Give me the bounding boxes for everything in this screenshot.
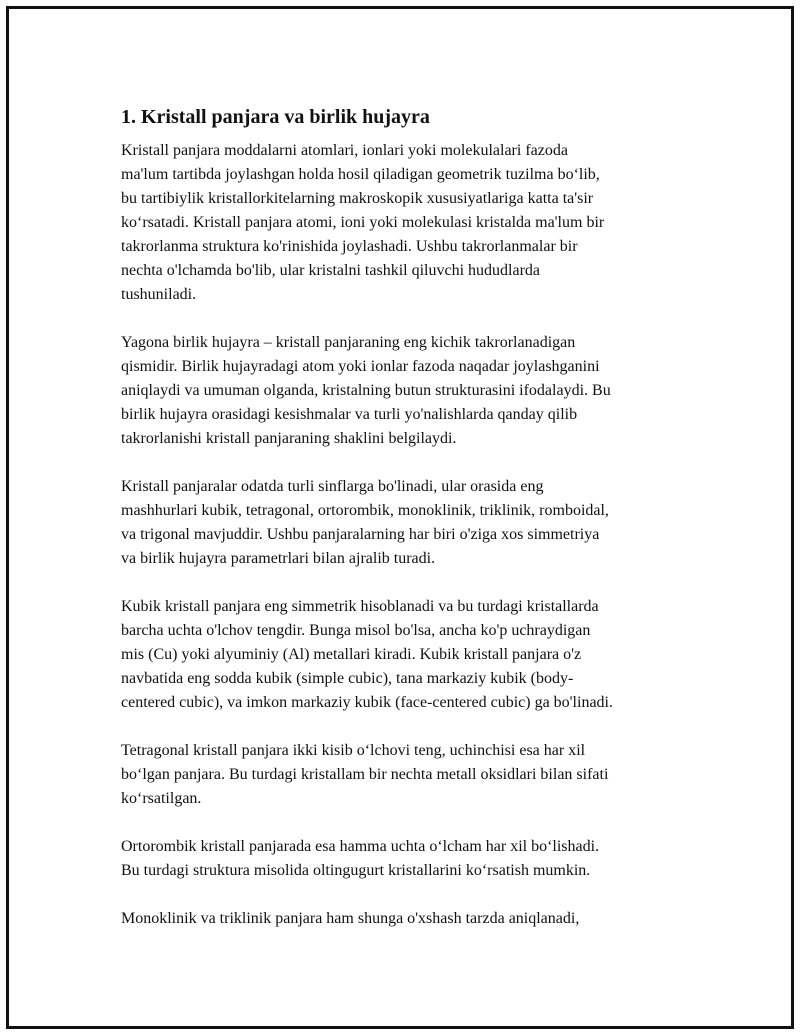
section-heading: 1. Kristall panjara va birlik hujayra [121, 106, 430, 128]
paragraph-crystal-lattice: Kristall panjara moddalarni atomlari, ionlari yoki molekulalari fazoda ma'lum tartibda joylashgan holda hosil qiladigan geometrik tuzilma bo‘lib, bu tartibiylik kristallorkitelarning makroskopik xususiyatlariga katta ta'sir ko‘rsatadi. Kristall panjara atomi, ioni yoki molekulasi kristalda ma'lum bir takrorlanma struktura ko'rinishida joylashadi. Ushbu takrorlanmalar bir nechta o'lchamda bo'lib, ular kristalni tashkil qiluvchi hududlarda tushuniladi. [121, 142, 605, 303]
paragraph-lattice-classes: Kristall panjaralar odatda turli sinflarga bo'linadi, ular orasida eng mashhurlari kubik, tetragonal, ortorombik, monoklinik, triklinik, romboidal, va trigonal mavjuddir. Ushbu panjaralarning har biri o'ziga xos simmetriya va birlik hujayra parametrlari bilan ajralib turadi. [121, 478, 609, 567]
paragraph-tetragonal-lattice: Tetragonal kristall panjara ikki kisib o‘lchovi teng, uchinchisi esa har xil bo‘lgan panjara. Bu turdagi kristallam bir nechta metall oksidlari bilan sifati ko‘rsatilgan. [121, 742, 609, 807]
paragraph-orthorhombic-lattice: Ortorombik kristall panjarada esa hamma uchta o‘lcham har xil bo‘lishadi. Bu turdagi struktura misolida oltingugurt kristallarini ko‘rsatish mumkin. [121, 838, 600, 879]
paragraph-monoclinic-lattice: Monoklinik va triklinik panjara ham shunga o'xshash tarzda aniqlanadi, [121, 910, 580, 927]
paragraph-unit-cell: Yagona birlik hujayra – kristall panjaraning eng kichik takrorlanadigan qismidir. Birlik hujayradagi atom yoki ionlar fazoda naqadar joylashganini aniqlaydi va umuman olganda, kristalning butun strukturasini ifodalaydi. Bu birlik hujayra orasidagi kesishmalar va turli yo'nalishlarda qanday qilib takrorlanishi kristall panjaraning shaklini belgilaydi. [121, 334, 611, 447]
paragraph-cubic-lattice: Kubik kristall panjara eng simmetrik hisoblanadi va bu turdagi kristallarda barcha uchta o'lchov tengdir. Bunga misol bo'lsa, ancha ko'p uchraydigan mis (Cu) yoki alyuminiy (Al) metallari kiradi. Kubik kristall panjara o'z navbatida eng sodda kubik (simple cubic), tana markaziy kubik (body- centered cubic), va imkon markaziy kubik (face-centered cubic) ga bo'linadi. [121, 598, 613, 711]
page-frame [6, 6, 794, 1029]
document-body [121, 97, 701, 955]
